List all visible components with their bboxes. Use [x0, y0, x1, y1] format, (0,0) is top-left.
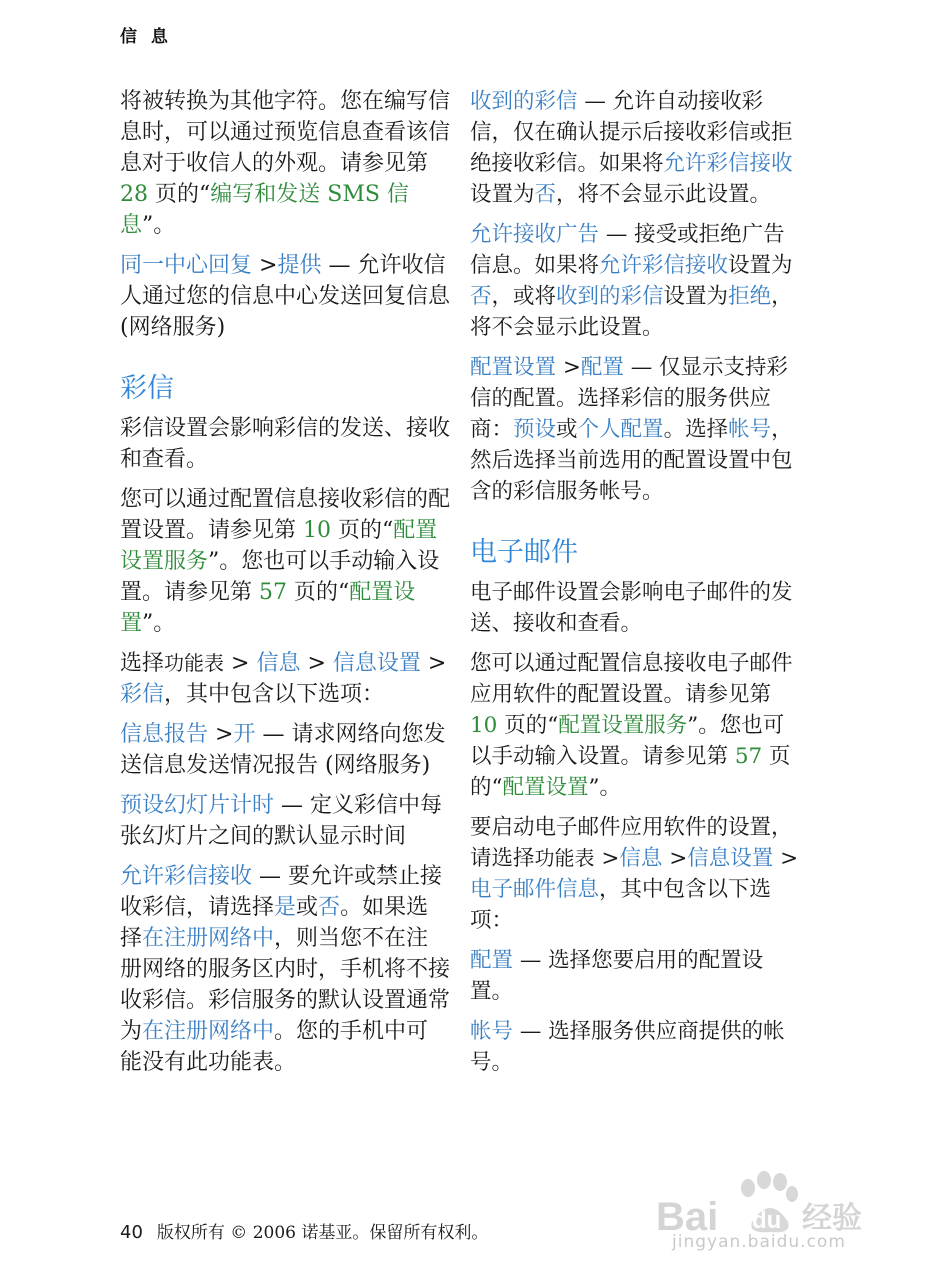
text: ，然后选择当前选用的配置设置中包含的彩信服务帐号。	[470, 417, 793, 504]
watermark-url: jingyan.baidu.com	[672, 1232, 846, 1252]
menu-term: 收到的彩信	[556, 284, 664, 309]
menu-term: 配置	[470, 948, 514, 973]
option-received-mms	[470, 86, 800, 210]
text: — 定义彩信中每张幻灯片之间的默认显示时间	[120, 793, 443, 849]
menu-term: 配置	[580, 355, 624, 380]
menu-term: 信息设置	[332, 651, 421, 676]
section-heading-email: 电子邮件	[470, 537, 578, 568]
menu-term: 提供	[277, 253, 322, 278]
text: 页的“	[497, 713, 559, 738]
text: ”。您也可以手动输入设置。请参见第	[120, 549, 440, 605]
paragraph	[120, 484, 450, 639]
separator: >	[556, 355, 581, 380]
option-delivery-report	[120, 719, 450, 781]
text: ，其中包含以下选项：	[470, 877, 772, 933]
cross-ref-link[interactable]: 配置设置	[502, 775, 589, 800]
menu-term: 信息	[619, 846, 663, 871]
text: — 接受或拒绝广告信息。如果将	[470, 222, 785, 278]
copyright-notice: 版权所有 © 2006 诺基亚。保留所有权利。	[156, 1223, 489, 1243]
separator: >	[420, 651, 447, 676]
text: 您可以通过配置信息接收电子邮件应用软件的配置设置。请参见第	[470, 651, 793, 707]
text: — 允许收信人通过您的信息中心发送回复信息 (网络服务)	[120, 253, 451, 340]
separator: >	[773, 846, 799, 871]
menu-term: 彩信	[120, 682, 165, 707]
menu-term-bold: 功能表	[164, 651, 225, 675]
cross-ref-link[interactable]: 配置设置服务	[120, 518, 438, 574]
menu-term: 信息报告	[120, 722, 209, 747]
page-number: 40	[120, 1222, 143, 1243]
text: — 选择服务供应商提供的帐号。	[470, 1019, 785, 1075]
menu-term: 信息	[256, 651, 301, 676]
paragraph: 彩信设置会影响彩信的发送、接收和查看。	[120, 416, 451, 472]
text: ”。您也可以手动输入设置。请参见第	[470, 713, 785, 769]
menu-term: 允许接收广告	[470, 222, 600, 247]
separator: >	[662, 846, 688, 871]
text: — 要允许或禁止接收彩信，请选择	[120, 864, 443, 920]
cross-ref-link[interactable]: 配置设置服务	[558, 713, 688, 738]
text: ，或将	[491, 284, 557, 309]
text: 。如果选择	[120, 895, 429, 951]
menu-term: 帐号	[470, 1019, 514, 1044]
paragraph	[470, 812, 800, 936]
text: 页的“	[148, 182, 211, 207]
left-column	[120, 86, 450, 1087]
page-ref[interactable]: 28	[120, 182, 148, 207]
cross-ref-link[interactable]: 配置设置	[120, 580, 416, 636]
watermark-cn: 经验	[802, 1201, 862, 1236]
text: 。您的手机中可能没有此功能表。	[120, 1019, 429, 1075]
text: ”。	[142, 611, 176, 636]
text: ，其中包含以下选项：	[164, 682, 385, 707]
option-reply-via-center	[120, 250, 450, 343]
text: 设置为	[470, 182, 535, 207]
separator: >	[208, 722, 234, 747]
right-column	[470, 86, 800, 1087]
text: — 选择您要启用的配置设置。	[470, 948, 764, 1004]
menu-term: 开	[233, 722, 256, 747]
option-allow-ads	[470, 219, 800, 343]
text: ，则当您不在注册网络的服务区内时，手机将不接收彩信。彩信服务的默认设置通常为	[120, 926, 451, 1044]
page-footer	[120, 1218, 488, 1243]
menu-term: 收到的彩信	[470, 89, 578, 114]
menu-term: 允许彩信接收	[599, 253, 729, 278]
separator: >	[224, 651, 257, 676]
watermark-brand: Bai	[656, 1195, 719, 1239]
text: 设置为	[728, 253, 793, 278]
menu-term: 配置设置	[470, 355, 557, 380]
menu-term: 信息设置	[687, 846, 774, 871]
paragraph	[120, 648, 450, 710]
menu-term: 是	[274, 895, 297, 920]
text: 。选择	[663, 417, 729, 442]
text: ，将不会显示此设置。	[470, 284, 793, 340]
text: 或	[296, 895, 319, 920]
page-header: 信 息	[120, 27, 172, 47]
separator: >	[300, 651, 333, 676]
menu-term: 预设幻灯片计时	[120, 793, 275, 818]
option-email-account	[470, 1016, 800, 1078]
page-ref[interactable]: 10	[303, 518, 331, 543]
option-allow-mms	[120, 861, 450, 1078]
watermark-brand-du: du	[752, 1207, 782, 1234]
menu-term: 预设	[513, 417, 557, 442]
option-email-config	[470, 945, 800, 1007]
menu-term: 否	[470, 284, 492, 309]
menu-term: 否	[318, 895, 341, 920]
text: ”。	[142, 213, 176, 238]
page-ref[interactable]: 57	[259, 580, 287, 605]
text: 要启动电子邮件应用软件的设置，请选择	[470, 815, 793, 871]
menu-term: 同一中心回复	[120, 253, 253, 278]
menu-term: 帐号	[728, 417, 772, 442]
menu-term: 拒绝	[728, 284, 772, 309]
text: — 允许自动接收彩信，仅在确认提示后接收彩信或拒绝接收彩信。如果将	[470, 89, 793, 176]
menu-term-bold: 功能表	[534, 846, 595, 870]
menu-term: 允许彩信接收	[120, 864, 253, 889]
menu-term: 电子邮件信息	[470, 877, 600, 902]
section-heading-mms: 彩信	[120, 373, 174, 404]
cross-ref-link[interactable]: 编写和发送 SMS 信息	[120, 182, 409, 238]
menu-term: 个人配置	[577, 417, 664, 442]
text: 将被转换为其他字符。您在编写信息时，可以通过预览信息查看该信息对于收信人的外观。请参见第	[120, 89, 451, 176]
text: — 请求网络向您发送信息发送情况报告 (网络服务)	[120, 722, 446, 778]
menu-term: 允许彩信接收	[663, 151, 793, 176]
text: — 仅显示支持彩信的配置。选择彩信的服务供应商：	[470, 355, 789, 442]
option-config-settings	[470, 352, 800, 507]
menu-term: 在注册网络中	[142, 926, 275, 951]
paragraph: 电子邮件设置会影响电子邮件的发送、接收和查看。	[470, 580, 793, 636]
option-slide-timing	[120, 790, 450, 852]
text: 页的“	[287, 580, 350, 605]
text: 或	[556, 417, 578, 442]
separator: >	[252, 253, 278, 278]
text: ，将不会显示此设置。	[556, 182, 772, 207]
paragraph	[470, 648, 800, 803]
text: 页的“	[331, 518, 394, 543]
text: 您可以通过配置信息接收彩信的配置设置。请参见第	[120, 487, 451, 543]
page-ref[interactable]: 10	[470, 713, 498, 738]
paragraph	[120, 86, 450, 241]
text: 页的“	[470, 744, 791, 800]
menu-term: 否	[534, 182, 557, 207]
page-ref[interactable]: 57	[734, 744, 763, 769]
text: 选择	[120, 651, 165, 676]
separator: >	[594, 846, 620, 871]
menu-term: 在注册网络中	[142, 1019, 275, 1044]
text: ”。	[588, 775, 622, 800]
text: 设置为	[663, 284, 729, 309]
